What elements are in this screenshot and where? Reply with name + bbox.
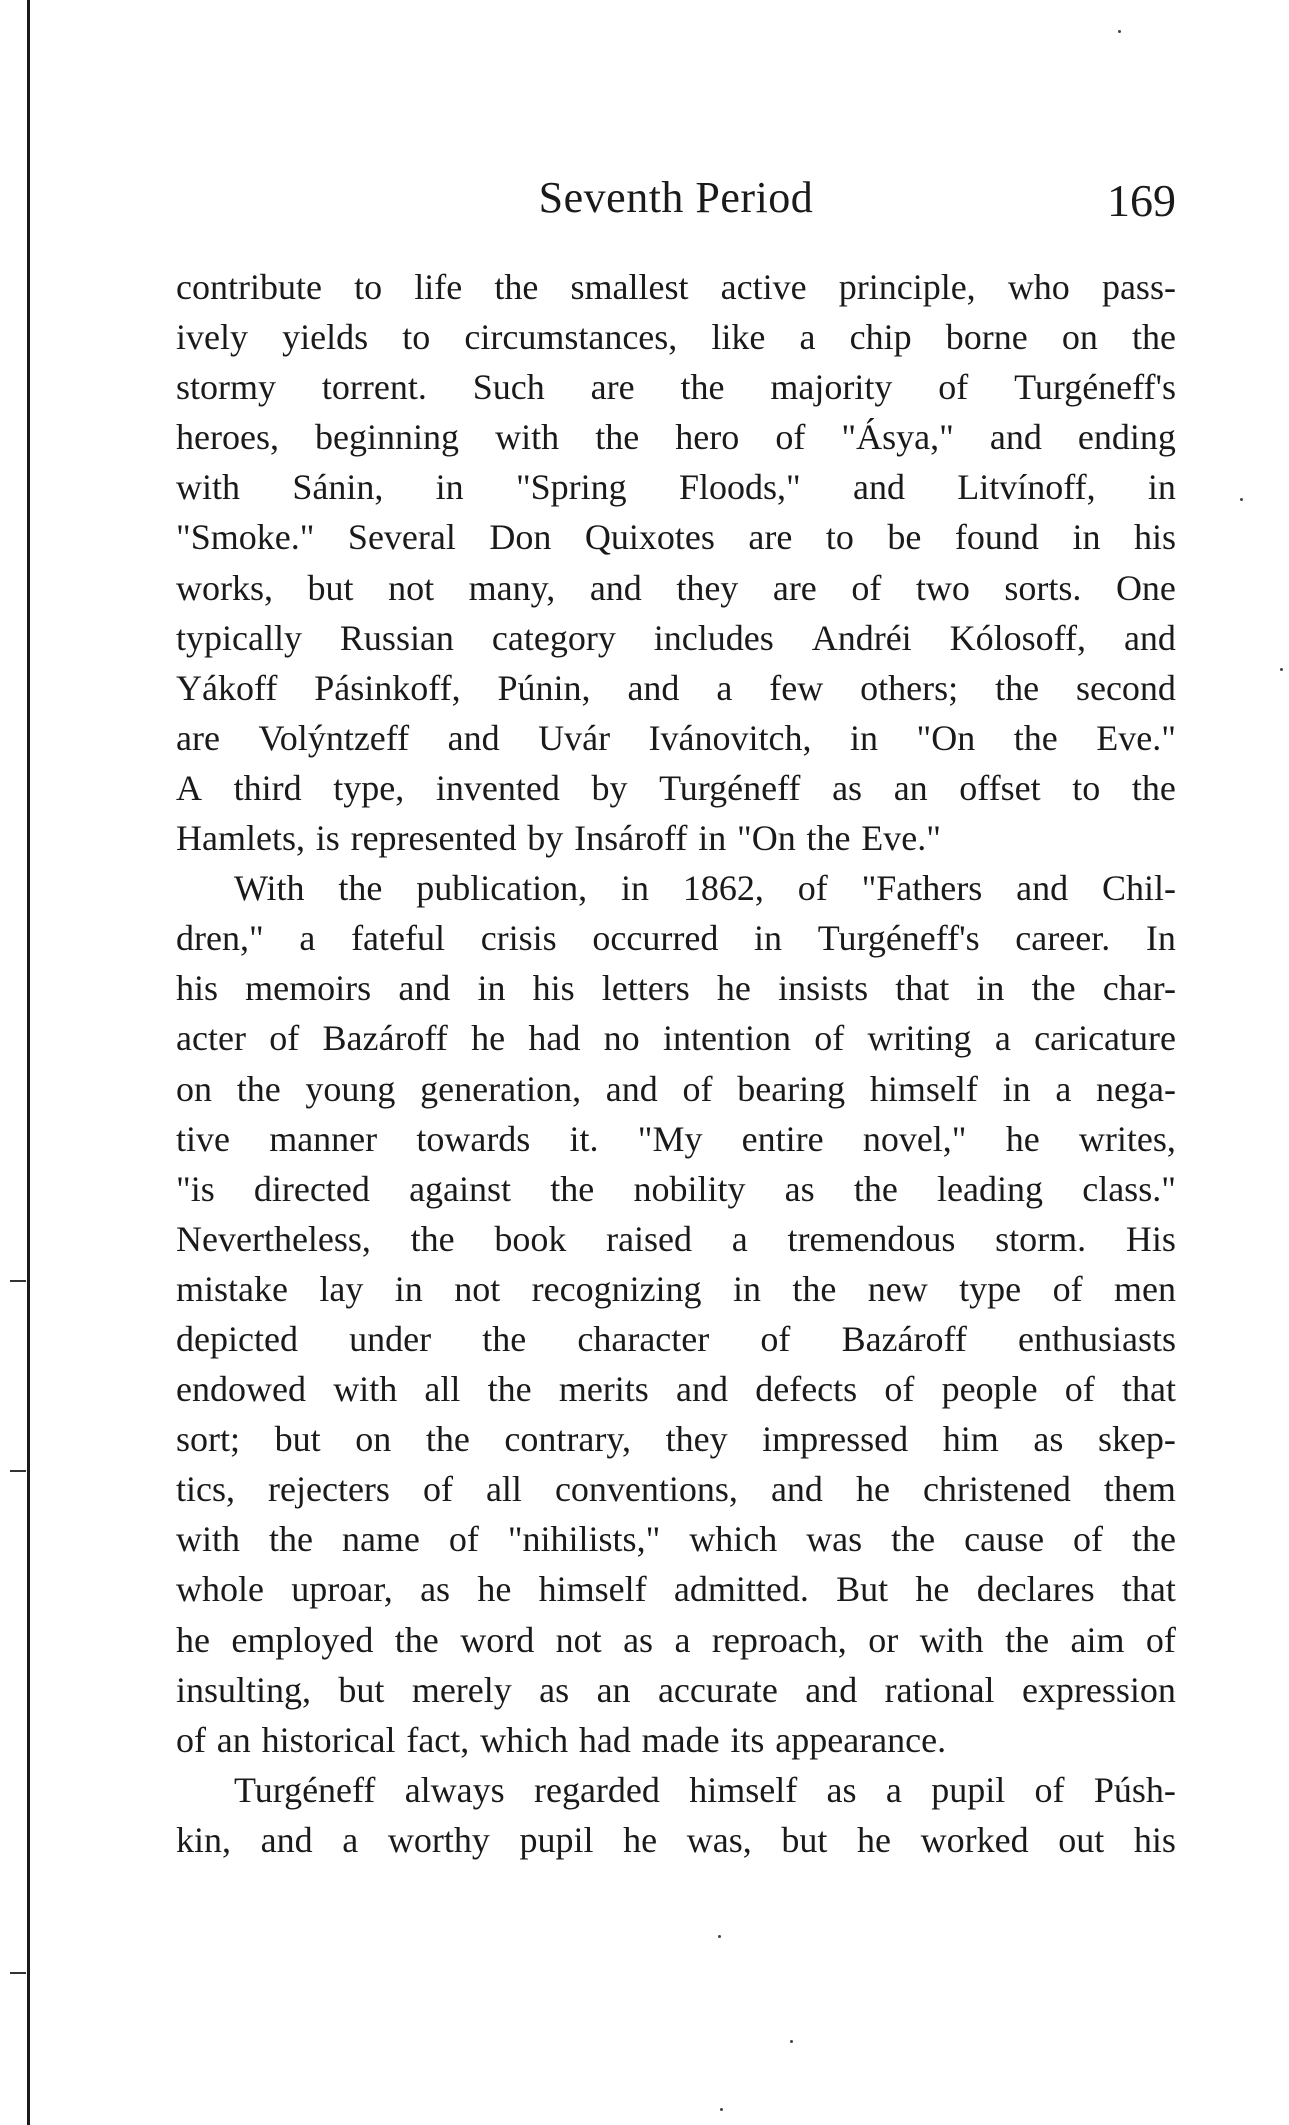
paragraph xyxy=(176,863,1176,1765)
text-line: dren," a fateful crisis occurred in Turgéneff's career. In xyxy=(176,918,1176,959)
text-line: "Smoke." Several Don Quixotes are to be found in his xyxy=(176,517,1176,558)
text-line: endowed with all the merits and defects of people of that xyxy=(176,1369,1176,1410)
text-line: with the name of "nihilists," which was the cause of the xyxy=(176,1519,1176,1560)
scan-speck xyxy=(1280,668,1283,671)
scan-margin-line xyxy=(27,0,30,2125)
text-line: Hamlets, is represented by Insároff in "On the Eve." xyxy=(176,818,941,859)
text-line: of an historical fact, which had made its appearance. xyxy=(176,1719,947,1760)
text-line: With the publication, in 1862, of "Fathers and Chil- xyxy=(234,868,1176,909)
text-line: with Sánin, in "Spring Floods," and Litvínoff, in xyxy=(176,467,1176,508)
scan-speck xyxy=(1118,30,1121,33)
text-line: works, but not many, and they are of two sorts. One xyxy=(176,567,1176,608)
scan-margin-tick xyxy=(10,1470,26,1472)
text-line: whole uproar, as he himself admitted. But he declares that xyxy=(176,1569,1176,1610)
text-line: tive manner towards it. "My entire novel," he writes, xyxy=(176,1118,1176,1159)
body-text xyxy=(176,262,1176,1865)
scan-speck xyxy=(790,2040,793,2043)
text-line: acter of Bazároff he had no intention of writing a caricature xyxy=(176,1018,1176,1059)
text-line: sort; but on the contrary, they impressed him as skep- xyxy=(176,1419,1176,1460)
text-line: Turgéneff always regarded himself as a pupil of Púsh- xyxy=(234,1769,1176,1810)
text-line: Nevertheless, the book raised a tremendous storm. His xyxy=(176,1218,1176,1259)
scan-speck xyxy=(718,1935,721,1938)
text-line: he employed the word not as a reproach, or with the aim of xyxy=(176,1619,1176,1660)
text-line: his memoirs and in his letters he insists that in the char- xyxy=(176,968,1176,1009)
text-line: stormy torrent. Such are the majority of Turgéneff's xyxy=(176,367,1176,408)
text-line: contribute to life the smallest active principle, who pass- xyxy=(176,267,1176,307)
text-line: "is directed against the nobility as the leading class." xyxy=(176,1168,1176,1209)
text-line: mistake lay in not recognizing in the new type of men xyxy=(176,1268,1176,1309)
text-line: tics, rejecters of all conventions, and he christened them xyxy=(176,1469,1176,1510)
text-line: on the young generation, and of bearing himself in a nega- xyxy=(176,1068,1176,1109)
paragraph xyxy=(176,262,1176,863)
scan-margin-tick xyxy=(10,1972,26,1974)
text-line: Yákoff Pásinkoff, Púnin, and a few others; the second xyxy=(176,667,1176,708)
scan-speck xyxy=(1240,498,1243,501)
paragraph xyxy=(176,1765,1176,1865)
text-line: are Volýntzeff and Uvár Ivánovitch, in "On the Eve." xyxy=(176,717,1176,758)
text-line: typically Russian category includes Andréi Kólosoff, and xyxy=(176,617,1176,658)
scan-speck xyxy=(720,2108,723,2111)
text-line: A third type, invented by Turgéneff as an offset to the xyxy=(176,767,1176,808)
text-line: depicted under the character of Bazároff enthusiasts xyxy=(176,1318,1176,1359)
text-line: heroes, beginning with the hero of "Ásya," and ending xyxy=(176,417,1176,458)
text-line: ively yields to circumstances, like a chip borne on the xyxy=(176,317,1176,358)
text-line: kin, and a worthy pupil he was, but he worked out his xyxy=(176,1819,1176,1860)
page-header xyxy=(176,172,1176,232)
scan-margin-tick xyxy=(10,1280,26,1282)
running-head: Seventh Period xyxy=(538,173,814,222)
text-line: insulting, but merely as an accurate and rational expression xyxy=(176,1669,1176,1710)
page-number: 169 xyxy=(1107,175,1176,226)
